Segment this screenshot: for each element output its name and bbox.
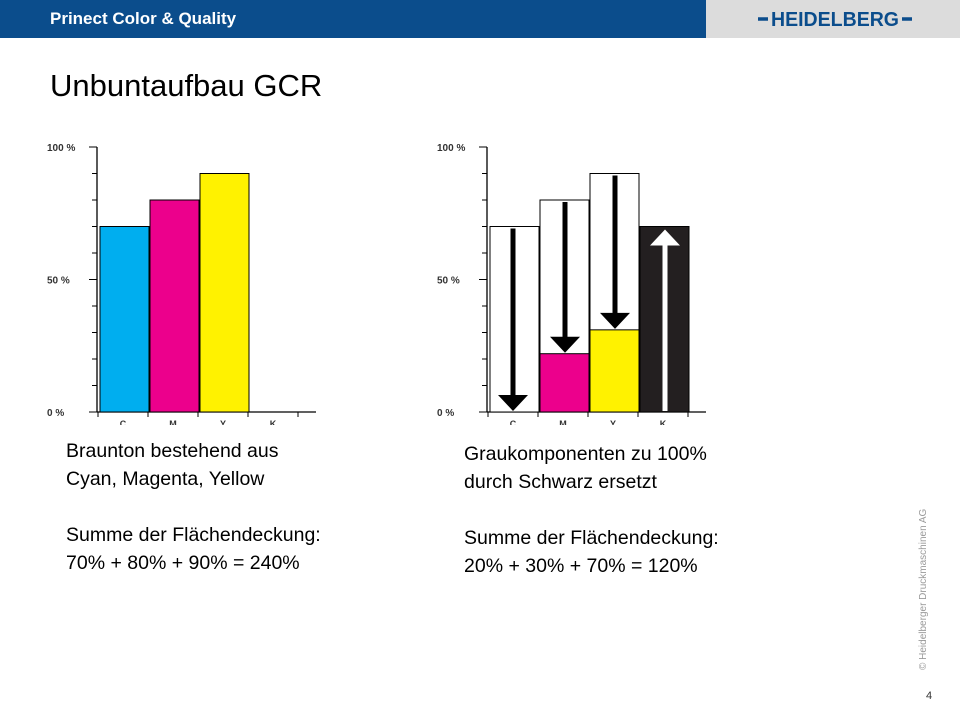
caption-right-line3: Summe der Flächendeckung: [464,527,719,549]
chart-right-x-label-m: M [559,419,567,425]
caption-right-line4: 20% + 30% + 70% = 120% [464,555,698,577]
chart-left-x-label-c: C [119,419,127,425]
caption-left-line1: Braunton bestehend aus [66,440,279,462]
chart-right-y-tick-label: 100 % [437,143,466,154]
chart-left-y-tick-label: 100 % [47,143,76,154]
chart-right-bars [490,174,689,413]
bar-y [590,330,639,412]
caption-right-line1: Graukomponenten zu 100% [464,443,707,465]
copyright-notice: © Heidelberger Druckmaschinen AG [918,508,929,670]
page-number: 4 [926,690,933,702]
bar-y [200,174,249,413]
app-title: Prinect Color & Quality [50,9,237,28]
caption-left-line2: Cyan, Magenta, Yellow [66,468,265,490]
caption-right-line2: durch Schwarz ersetzt [464,471,657,493]
chart-cmy-composition [40,135,330,430]
chart-left-x-label-y: Y [219,419,227,425]
bar-c [100,227,149,413]
chart-right-svg [430,135,720,425]
chart-gcr-composition [430,135,720,430]
chart-left-y-tick-label: 0 % [47,408,65,419]
chart-left-x-label-m: M [169,419,177,425]
caption-left-line4: 70% + 80% + 90% = 240% [66,552,300,574]
chart-right-x-label-y: Y [609,419,617,425]
chart-right-y-tick-label: 50 % [437,275,460,287]
svg-text:HEIDELBERG: HEIDELBERG [771,9,899,31]
caption-right [464,440,719,580]
bar-m [150,200,199,412]
chart-right-y-tick-label: 0 % [437,408,455,419]
caption-left-line3: Summe der Flächendeckung: [66,524,321,546]
chart-right-x-label-c: C [509,419,517,425]
heidelberg-logo [756,6,914,32]
chart-left-y-tick-label: 50 % [47,275,70,287]
chart-left-bars [100,174,249,413]
bar-m [540,354,589,412]
chart-right-x-label-k: K [659,419,667,425]
chart-left-svg [40,135,330,425]
chart-left-x-label-k: K [269,419,277,425]
caption-left [66,437,321,577]
page-title: Unbuntaufbau GCR [50,68,323,103]
header-bar [0,0,960,38]
